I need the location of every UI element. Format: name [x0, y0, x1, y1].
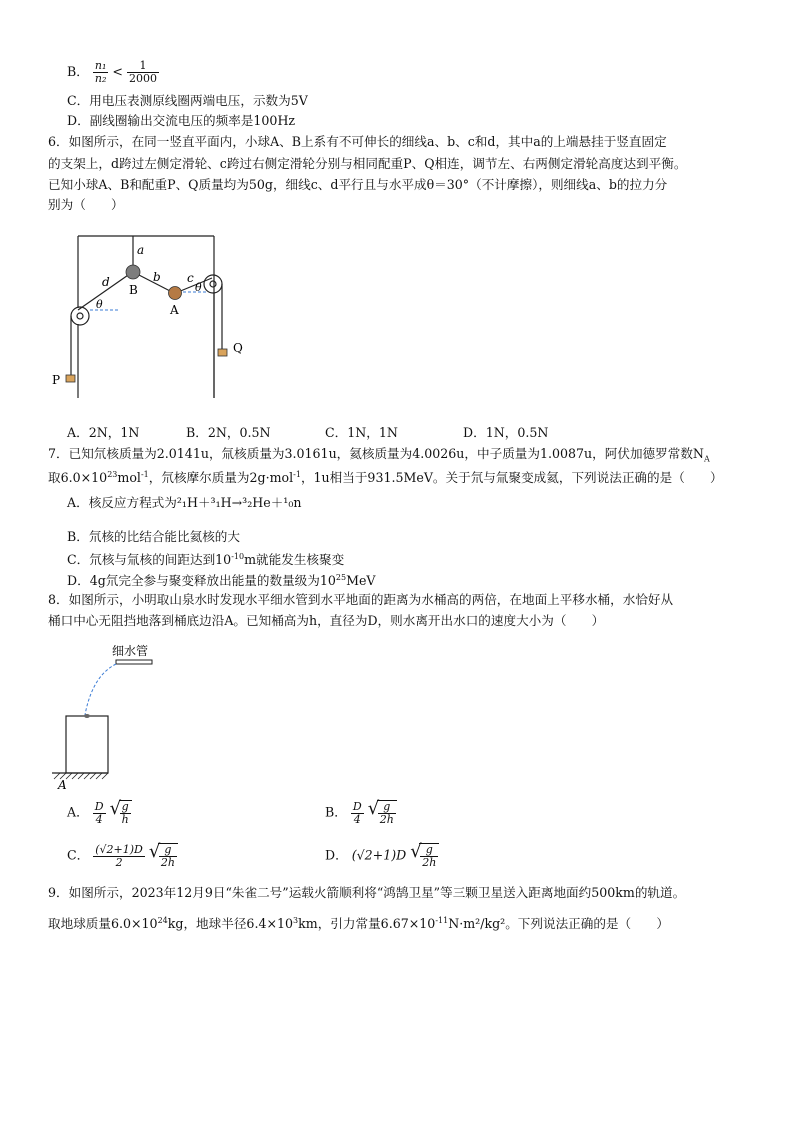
q7-option-c [67, 548, 344, 569]
label-ball-a: A [170, 303, 179, 317]
label-ball-b: B [129, 283, 138, 297]
q8-b-rad-num: g [378, 801, 396, 814]
left-pulley [71, 307, 89, 325]
ball-b [126, 265, 140, 279]
q8-option-a-fraction [93, 801, 106, 826]
q8-a-num: D [94, 799, 104, 813]
q5-relation: < [112, 64, 123, 79]
q8-option-c [67, 843, 178, 869]
q8-option-c-prefix: C． [67, 847, 90, 863]
q5-fraction-ratio [127, 60, 159, 85]
q8-d-rad-den: 2h [422, 856, 437, 869]
q8-a-den: 4 [95, 812, 103, 826]
q8-b-den: 4 [353, 812, 361, 826]
q8-option-d-prefix: D． [325, 847, 348, 863]
q6-option-c: C．1N，1N [325, 425, 398, 440]
q9-line2-part-c: km，引力常量6.67×10 [298, 916, 436, 932]
q8-c-rad-den: 2h [160, 856, 175, 869]
q7-option-d-part-b: MeV [346, 573, 376, 589]
q8-option-b-radical: √ $\frac{g}{2h}$ [368, 800, 397, 826]
q8-stem-line1: 8．如图所示，小明取山泉水时发现水平细水管到水平地面的距离为水桶高的两倍，在地面上平移水桶，水恰好从 [48, 592, 674, 607]
q6-stem-line1: 6．如图所示，在同一竖直平面内，小球A、B上系有不可伸长的细线a、b、c和d，其中a的上端悬挂于竖直固定 [48, 134, 667, 149]
water-pipe [116, 660, 152, 664]
label-theta-left: θ [96, 298, 103, 311]
q8-stem-line2: 桶口中心无阻挡地落到桶底边沿A。已知桶高为h，直径为D，则水离开出水口的速度大小为（ ） [48, 613, 605, 628]
q7-na-subscript: A [703, 454, 710, 464]
label-a: a [137, 243, 145, 257]
q6-stem-line2: 的支架上，d跨过左侧定滑轮、c跨过右侧定滑轮分别与相同配重P、Q相连，调节左、右两侧定滑轮高度达到平衡。 [48, 156, 687, 171]
q8-a-rad-den: h [121, 813, 129, 826]
q8-a-rad-num: g [120, 801, 131, 814]
q7-stem-line2 [48, 466, 723, 487]
q9-sup-24: 24 [157, 916, 168, 925]
ball-a [169, 287, 182, 300]
label-b: b [153, 270, 161, 284]
q9-sup-3: 3 [293, 916, 299, 925]
q8-option-b-prefix: B． [325, 804, 347, 820]
q5-option-c: C．用电压表测原线圈两端电压，示数为5V [67, 93, 308, 108]
q7-stem-line1 [48, 445, 710, 469]
q8-d-rad-num: g [420, 844, 438, 857]
label-d: d [102, 275, 110, 289]
q7-line2-part-d: ，1u相当于931.5MeV。关于氘与氚聚变成氦，下列说法正确的是（ ） [300, 470, 723, 486]
q9-sup-minus11: -11 [435, 916, 449, 925]
q7-reaction-equation: ²₁H＋³₁H→³₂He＋¹₀n [176, 495, 302, 510]
q5-option-d: D．副线圈输出交流电压的频率是100Hz [67, 113, 296, 128]
q6-option-b: B．2N，0.5N [186, 425, 271, 440]
weight-q [218, 349, 227, 356]
q7-line2-part-b: mol [117, 470, 141, 486]
q7-line2-part-c: ，氘核摩尔质量为2g·mol [148, 470, 294, 486]
q9-stem-line2 [48, 912, 669, 933]
q8-option-d-radical: √ $\frac{g}{2h}$ [410, 843, 439, 869]
q5-frac-num: n₁ [94, 59, 107, 72]
q5-ratio-den: 2000 [128, 72, 157, 85]
q8-bucket-figure [52, 640, 192, 790]
q5-ratio-num: 1 [127, 60, 159, 73]
q9-stem-line1: 9．如图所示，2023年12月9日“朱雀二号”运载火箭顺利将“鸿鹄卫星”等三颗卫星送入距离地面约500km的轨道。 [48, 885, 686, 900]
q7-sup-23: 23 [107, 470, 118, 479]
label-pipe: 细水管 [112, 644, 149, 658]
q7-option-a [67, 494, 302, 512]
q6-option-d: D．1N，0.5N [463, 425, 549, 440]
q9-line2-part-d: N·m²/kg²。下列说法正确的是（ ） [448, 916, 669, 932]
right-pulley [204, 275, 222, 293]
q8-option-d [325, 843, 439, 869]
label-q: Q [233, 341, 243, 355]
bucket [66, 716, 108, 773]
weight-p [66, 375, 75, 382]
q6-stem-line4: 别为（ ） [48, 197, 124, 212]
q8-c-rad-num: g [159, 844, 177, 857]
bucket-mouth-center [84, 714, 90, 718]
right-pulley-hub [210, 281, 216, 287]
q8-option-c-radical: √ $\frac{g}{2h}$ [149, 843, 178, 869]
q7-option-c-part-a: C．氘核与氚核的间距达到10 [67, 552, 232, 568]
q7-line1-text: 7．已知氘核质量为2.0141u，氚核质量为3.0161u，氦核质量为4.0026u，中子质量为1.0087u，阿伏加德罗常数N [48, 446, 704, 461]
label-p: P [52, 373, 61, 387]
q6-stem-line3: 已知小球A、B和配重P、Q质量均为50g，细线c、d平行且与水平成θ＝30°（不计摩擦），则细线a、b的拉力分 [48, 177, 668, 192]
q8-option-c-fraction [93, 844, 145, 869]
q7-option-c-sup: -10 [231, 552, 245, 561]
q7-option-d [67, 569, 376, 590]
q8-b-rad-den: 2h [379, 813, 394, 826]
q5-option-b-prefix: B． [67, 64, 89, 79]
q9-line2-part-a: 取地球质量6.0×10 [48, 916, 158, 932]
q7-sup-minus1-b: -1 [293, 470, 301, 479]
q9-line2-part-b: kg，地球半径6.4×10 [167, 916, 294, 932]
q5-frac-den: n₂ [94, 72, 107, 85]
q8-b-num: D [352, 799, 362, 813]
q8-option-b [325, 800, 397, 826]
q8-option-a-radical: √ $\frac{g}{h}$ [110, 800, 132, 826]
q7-option-d-part-a: D．4g氘完全参与聚变释放出能量的数量级为10 [67, 573, 336, 589]
q8-option-a-prefix: A． [67, 804, 89, 820]
q8-option-b-fraction [351, 801, 364, 826]
q7-line2-part-a: 取6.0×10 [48, 470, 108, 486]
left-pulley-hub [77, 313, 83, 319]
label-point-a: A [58, 778, 67, 790]
q8-d-coef: (√2+1)D [351, 847, 407, 863]
q8-c-num: (√2+1)D [95, 842, 143, 856]
q7-option-b: B．氘核的比结合能比氦核的大 [67, 529, 240, 544]
q6-option-a: A．2N，1N [67, 425, 140, 440]
label-c: c [187, 271, 194, 285]
label-theta-right: θ [195, 281, 202, 294]
q7-option-c-part-b: m就能发生核聚变 [244, 552, 345, 568]
q5-option-b [67, 60, 159, 85]
q8-option-a [67, 800, 132, 826]
q7-option-a-prefix: A．核反应方程式为 [67, 495, 177, 510]
q5-fraction-n [93, 60, 109, 85]
q6-pulley-figure [50, 228, 250, 398]
q8-c-den: 2 [115, 855, 123, 869]
q7-sup-minus1-a: -1 [140, 470, 149, 479]
q7-option-d-sup: 25 [335, 573, 347, 582]
